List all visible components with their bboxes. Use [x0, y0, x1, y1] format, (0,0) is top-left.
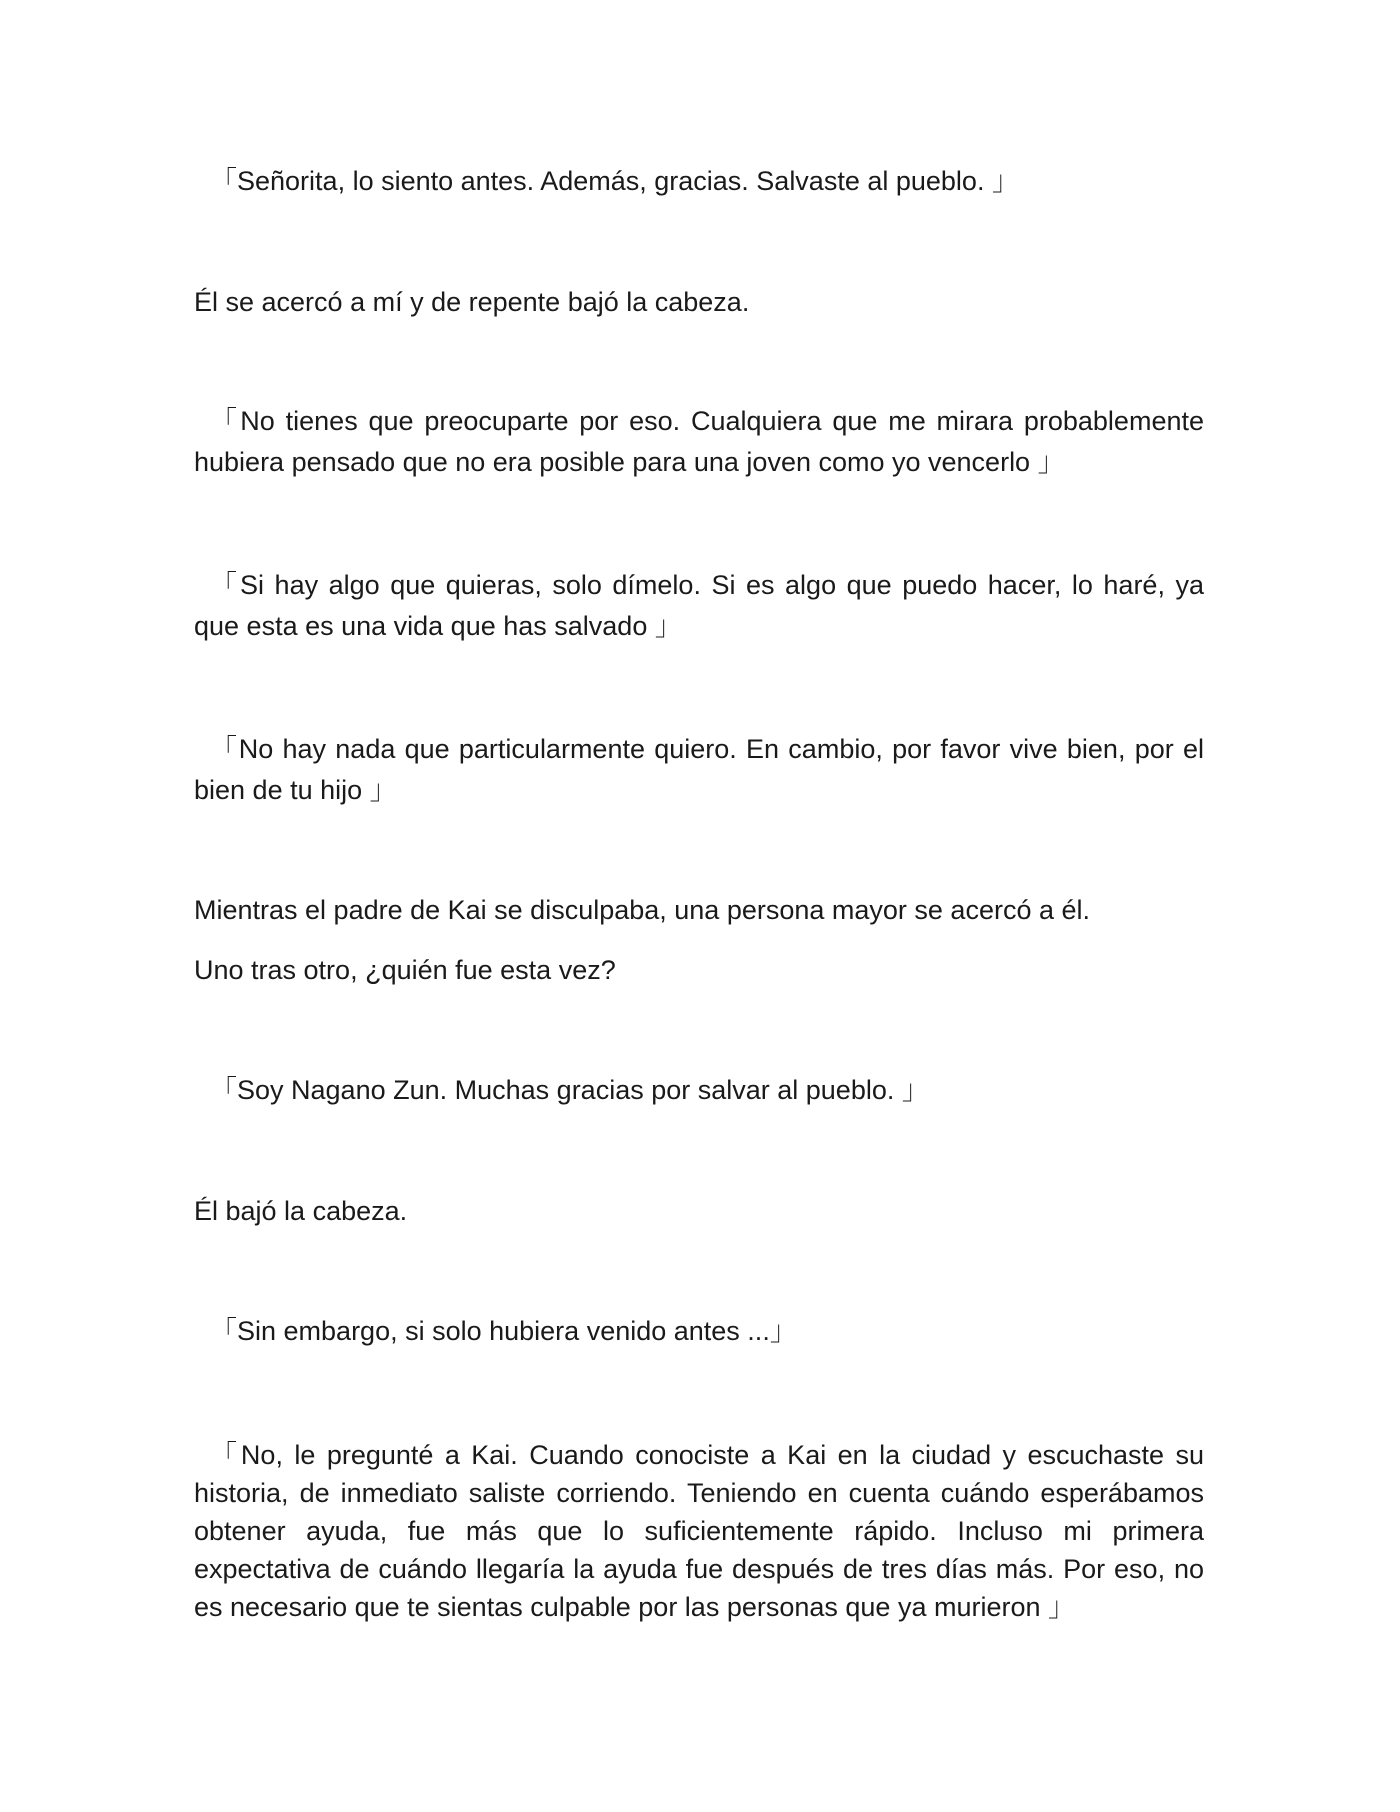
paragraph-narration-bow: Él se acercó a mí y de repente bajó la cabeza.: [194, 287, 750, 317]
paragraph-dialogue-nagano: 「Soy Nagano Zun. Muchas gracias por salvar al pueblo. 」: [210, 1075, 929, 1105]
paragraph-dialogue-no-worry: 「No tienes que preocuparte por eso. Cualquiera que me mirara probablemente hubiera pensado que no era posible para una joven como yo vencerlo 」: [194, 406, 1204, 477]
paragraph-narration-elder: Mientras el padre de Kai se disculpaba, una persona mayor se acercó a él.: [194, 895, 1091, 925]
paragraph-narration-who: Uno tras otro, ¿quién fue esta vez?: [194, 955, 616, 985]
paragraph-dialogue-kai: 「No, le pregunté a Kai. Cuando conociste a Kai en la ciudad y escuchaste su historia, de inmediato saliste corriendo. Teniendo en cuenta cuándo esperábamos obtener ayuda, fue más que lo suficientemente rápido. Incluso mi primera expectativa de cuándo llegaría la ayuda fue después de tres días más. Por eso, no es necesario que te sientas culpable por las personas que ya murieron 」: [194, 1440, 1204, 1622]
paragraph-dialogue-live-well: 「No hay nada que particularmente quiero. En cambio, por favor vive bien, por el bien de tu hijo 」: [194, 734, 1204, 805]
paragraph-narration-bow-again: Él bajó la cabeza.: [194, 1196, 408, 1226]
paragraph-dialogue-anything: 「Si hay algo que quieras, solo dímelo. Si es algo que puedo hacer, lo haré, ya que esta es una vida que has salvado 」: [194, 570, 1204, 641]
paragraph-dialogue-earlier: 「Sin embargo, si solo hubiera venido antes ...」: [210, 1316, 797, 1346]
paragraph-dialogue-apology: 「Señorita, lo siento antes. Además, gracias. Salvaste al pueblo. 」: [210, 166, 1019, 196]
